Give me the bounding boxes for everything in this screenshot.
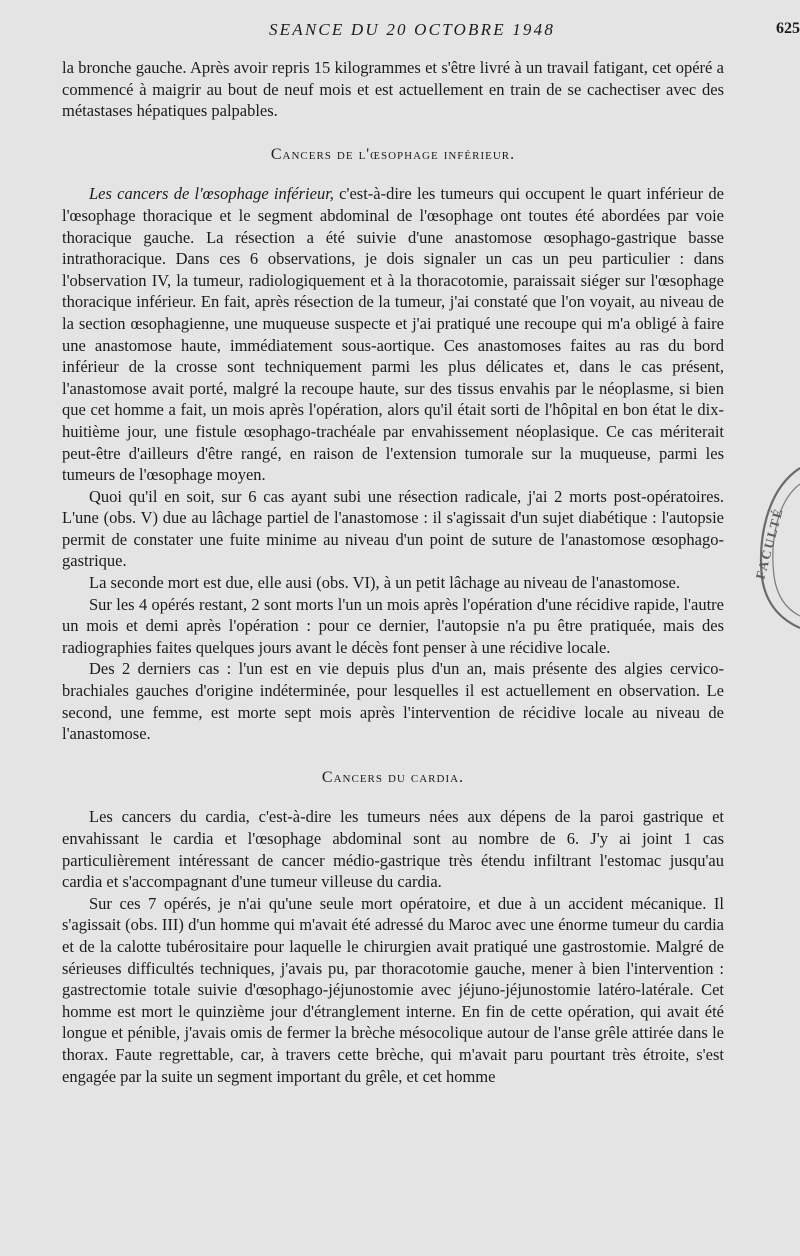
paragraph-cardia-operes: Sur ces 7 opérés, je n'ai qu'une seule mort opératoire, et due à un accident mécanique. Il s'agissait (obs. III) d'un homme qui m'avait été adressé du Maroc avec une énorme tumeur du cardia et de la calotte tubérositaire pour laquelle le chirurgien avait pratiqué une gastrostomie. Malgré de sérieuses difficultés techniques, j'avais pu, par thoracotomie gauche, mener à bien l'intervention : gastrectomie totale suivie d'œsophago-jéjunostomie avec jéjuno-jéjunostomie latéro-latérale. Cet homme est mort le quinzième jour d'étranglement interne. En fin de cette opération, qui avait été longue et pénible, j'avais omis de fermer la brèche mésocolique autour de l'anse grêle attirée dans le thorax. Faute regrettable, car, à travers cette brèche, qui m'avait paru pourtant très étroite, s'est engagée par la suite un segment important du grêle, et cet homme: [62, 893, 724, 1086]
section-title-oesophage: Cancers de l'œsophage inférieur.: [270, 145, 516, 163]
paragraph-seconde-mort: La seconde mort est due, elle ausi (obs. VI), à un petit lâchage au niveau de l'anastomose.: [89, 573, 680, 593]
paragraph-derniers-cas: Des 2 derniers cas : l'un est en vie depuis plus d'un an, mais présente des algies cervico-brachiales gauches d'origine indéterminée, pour lesquelles il est actuellement en observation. Le second, une femme, est morte sept mois après l'intervention de récidive locale au niveau de l'anastomose.: [62, 659, 724, 744]
body-text: [62, 57, 724, 1087]
paragraph-operes-restant: Sur les 4 opérés restant, 2 sont morts l'un un mois après l'opération d'une récidive rapide, l'autre un mois et demi après l'opération : pour ce dernier, l'autopsie n'a pu être pratiquée, mais des radiographies faites quelques jours avant le décès font penser à une récidive locale.: [62, 594, 724, 657]
section-title-cardia: Cancers du cardia.: [321, 768, 465, 786]
paragraph-morts-postop: Quoi qu'il en soit, sur 6 cas ayant subi une résection radicale, j'ai 2 morts post-opératoires. L'une (obs. V) due au lâchage partiel de l'anastomose : il s'agissait d'un sujet diabétique : l'autopsie permit de constater une fuite minime au niveau d'un point de suture de l'anastomose œsophago-gastrique.: [62, 486, 724, 571]
page-header: [62, 20, 800, 44]
paragraph-continued: la bronche gauche. Après avoir repris 15 kilogrammes et s'être livré à un travail fatigant, cet opéré a commencé à maigrir au bout de neuf mois et est actuellement en train de se cachectiser avec des métastases hépatiques palpables.: [62, 58, 724, 121]
stamp-text: FACULTÉ: [752, 505, 787, 581]
running-head: SEANCE DU 20 OCTOBRE 1948: [268, 20, 556, 39]
paragraph-oesophage-intro: [62, 183, 724, 485]
page-number: 625: [776, 20, 800, 37]
paragraph-lead-italic: Les cancers de l'œsophage inférieur,: [89, 184, 334, 204]
library-stamp: [752, 460, 800, 635]
paragraph-cardia-intro: Les cancers du cardia, c'est-à-dire les tumeurs nées aux dépens de la paroi gastrique et envahissant le cardia et l'œsophage abdominal sont au nombre de 6. J'y ai joint 1 cas particulièrement intéressant de cancer médio-gastrique très étendu infiltrant l'estomac jusqu'au cardia et s'accompagnant d'une tumeur villeuse du cardia.: [62, 807, 724, 892]
paragraph-oesophage-intro-rest: c'est-à-dire les tumeurs qui occupent le quart inférieur de l'œsophage thoracique et le segment abdominal de l'œsophage ont toutes été abordées par voie thoracique gauche. La résection a été suivie d'une anastomose œsophago-gastrique basse intrathoracique. Dans ces 6 observations, je dois signaler un cas un peu particulier : dans l'observation IV, la tumeur, radiologiquement et à la thoracotomie, paraissait siéger sur l'œsophage thoracique inférieur. En fait, après résection de la tumeur, j'ai constaté que l'on voyait, au niveau de la section œsophagienne, une muqueuse suspecte et j'ai pratiqué une recoupe qui m'a obligé à faire une anastomose haute, immédiatement sous-aortique. Ces anastomoses faites au ras du bord inférieur de la crosse sont techniquement parmi les plus délicates et, dans le cas présent, l'anastomose avait porté, malgré la recoupe haute, sur des tissus envahis par le néoplasme, si bien que cet homme a fait, un mois après l'opération, alors qu'il était sorti de l'hôpital en bon état le dix-huitième jour, une fistule œsophago-trachéale par envahissement néoplasique. Ce cas mériterait peut-être d'ailleurs d'être rangé, en raison de l'extension tumorale sur la muqueuse, parmi les tumeurs de l'œsophage moyen.: [62, 184, 724, 485]
